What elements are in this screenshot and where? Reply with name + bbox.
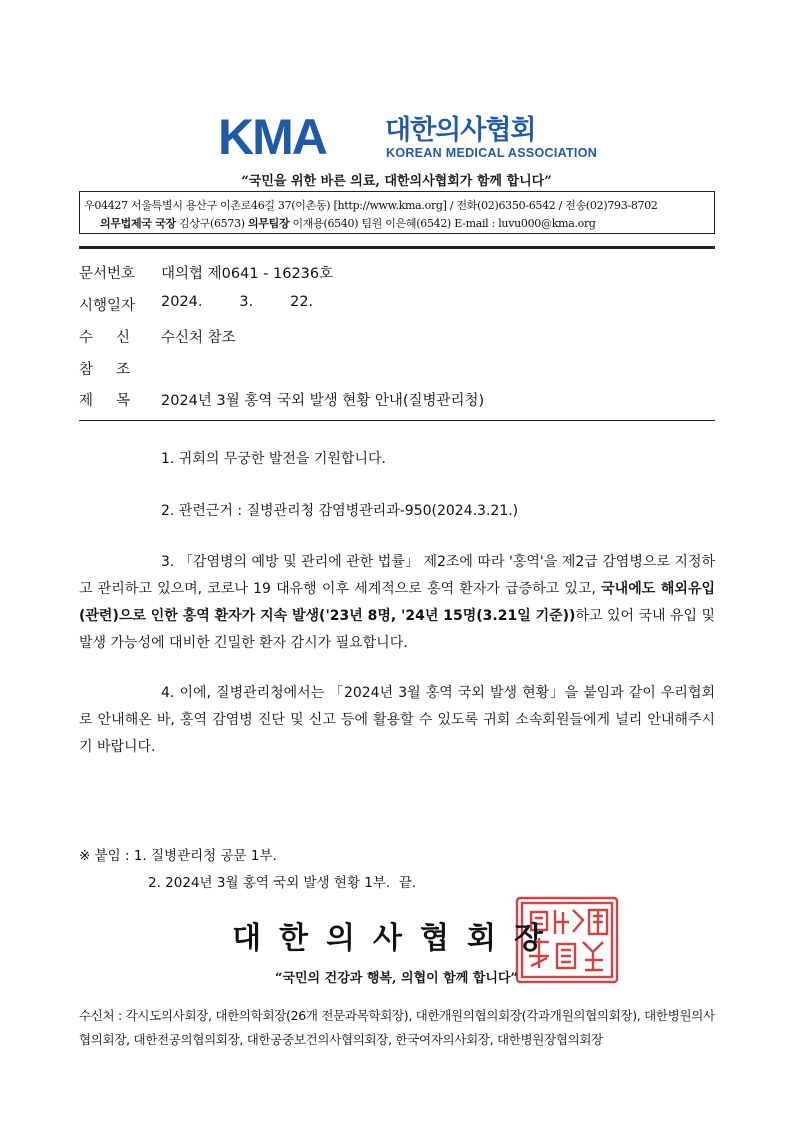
paragraph-3	[79, 549, 715, 657]
attachment-line-1	[79, 844, 277, 864]
paragraph-3-highlight: 국내에도 해외유입(관련)으로 인한 홍역 환자가 지속 발생('23년 8명, '24년 15명(3.21일 기준))	[79, 581, 715, 624]
meta-divider	[79, 420, 715, 421]
org-name-korean: 대한의사협회	[385, 115, 536, 146]
paragraph-2: 2. 관련근거 : 질병관리청 감염병관리과-950(2024.3.21.)	[161, 503, 519, 519]
doc-no-label: 문서번호	[79, 266, 136, 282]
attachment-label: ※ 붙임 :	[79, 848, 134, 864]
address-line: 우04427 서울특별시 용산구 이촌로46길 37(이촌동) [http://www.kma.org] / 전화(02)6350-6542 / 전송(02)793-8702	[84, 199, 658, 212]
ref-label: 참 조	[79, 362, 131, 378]
dept-head-title: 의무법제국 국장	[100, 217, 176, 230]
header-divider	[79, 246, 715, 249]
recipient-label: 수 신	[79, 330, 131, 346]
date-value: 2024. 3. 22.	[161, 294, 314, 310]
attachment-item-1: 1. 질병관리청 공문 1부.	[133, 848, 277, 864]
doc-no-value: 대의협 제0641 - 16236호	[161, 266, 334, 282]
footer-slogan: “국민의 건강과 행복, 의협이 함께 합니다”	[274, 971, 519, 986]
header-slogan: “국민을 위한 바른 의료, 대한의사협회가 함께 합니다”	[241, 174, 552, 189]
paragraph-1: 1. 귀회의 무궁한 발전을 기원합니다.	[161, 451, 386, 467]
team-lead-title: 의무팀장	[247, 217, 290, 230]
paragraph-3-end: 하고 있어 국내 유입 및 발생 가능성에 대비한 긴밀한 환자 감시가 필요합니다.	[79, 608, 715, 651]
date-label: 시행일자	[79, 298, 136, 314]
team-lead-info: 이재용(6540) 팀원 이은혜(6542) E-mail : luvu000@kma.org	[289, 217, 596, 230]
org-name-english: KOREAN MEDICAL ASSOCIATION	[386, 146, 598, 160]
sender-name: 대한의사협회장	[232, 921, 561, 956]
dept-head-info: 김상구(6573)	[175, 217, 248, 230]
subject-label: 제 목	[79, 393, 131, 409]
paragraph-4: 4. 이에, 질병관리청에서는 「2024년 3월 홍역 국외 발생 현황」을 붙임과 같이 우리협회로 안내해온 바, 홍역 감염병 진단 및 신고 등에 활용할 수 있도록 귀회 소속회원들에게 널리 안내해주시기 바랍니다.	[79, 685, 715, 755]
subject-value: 2024년 3월 홍역 국외 발생 현황 안내(질병관리청)	[161, 393, 485, 409]
attachment-item-2: 2. 2024년 3월 홍역 국외 발생 현황 1부. 끝.	[148, 875, 417, 891]
contact-staff-line	[100, 215, 596, 231]
recipient-list: 수신처 : 각시도의사회장, 대한의학회장(26개 전문과목학회장), 대한개원의협의회장(각과개원의협의회장), 대한병원의사협의회장, 대한전공의협의회장, 대한공중보건의사협의회장, 한국여자의사회장, 대한병원장협의회장	[79, 1008, 715, 1047]
paragraph-3-intro: 3. 「감염병의 예방 및 관리에 관한 법률」 제2조에 따라 '홍역'을 제2급 감염병으로 지정하고 관리하고 있으며, 코로나 19 대유행 이후 세계적으로 홍역 환자가 급증하고 있고,	[79, 554, 715, 597]
recipient-value: 수신처 참조	[161, 330, 236, 346]
kma-logo-letters: KMA	[218, 109, 326, 165]
